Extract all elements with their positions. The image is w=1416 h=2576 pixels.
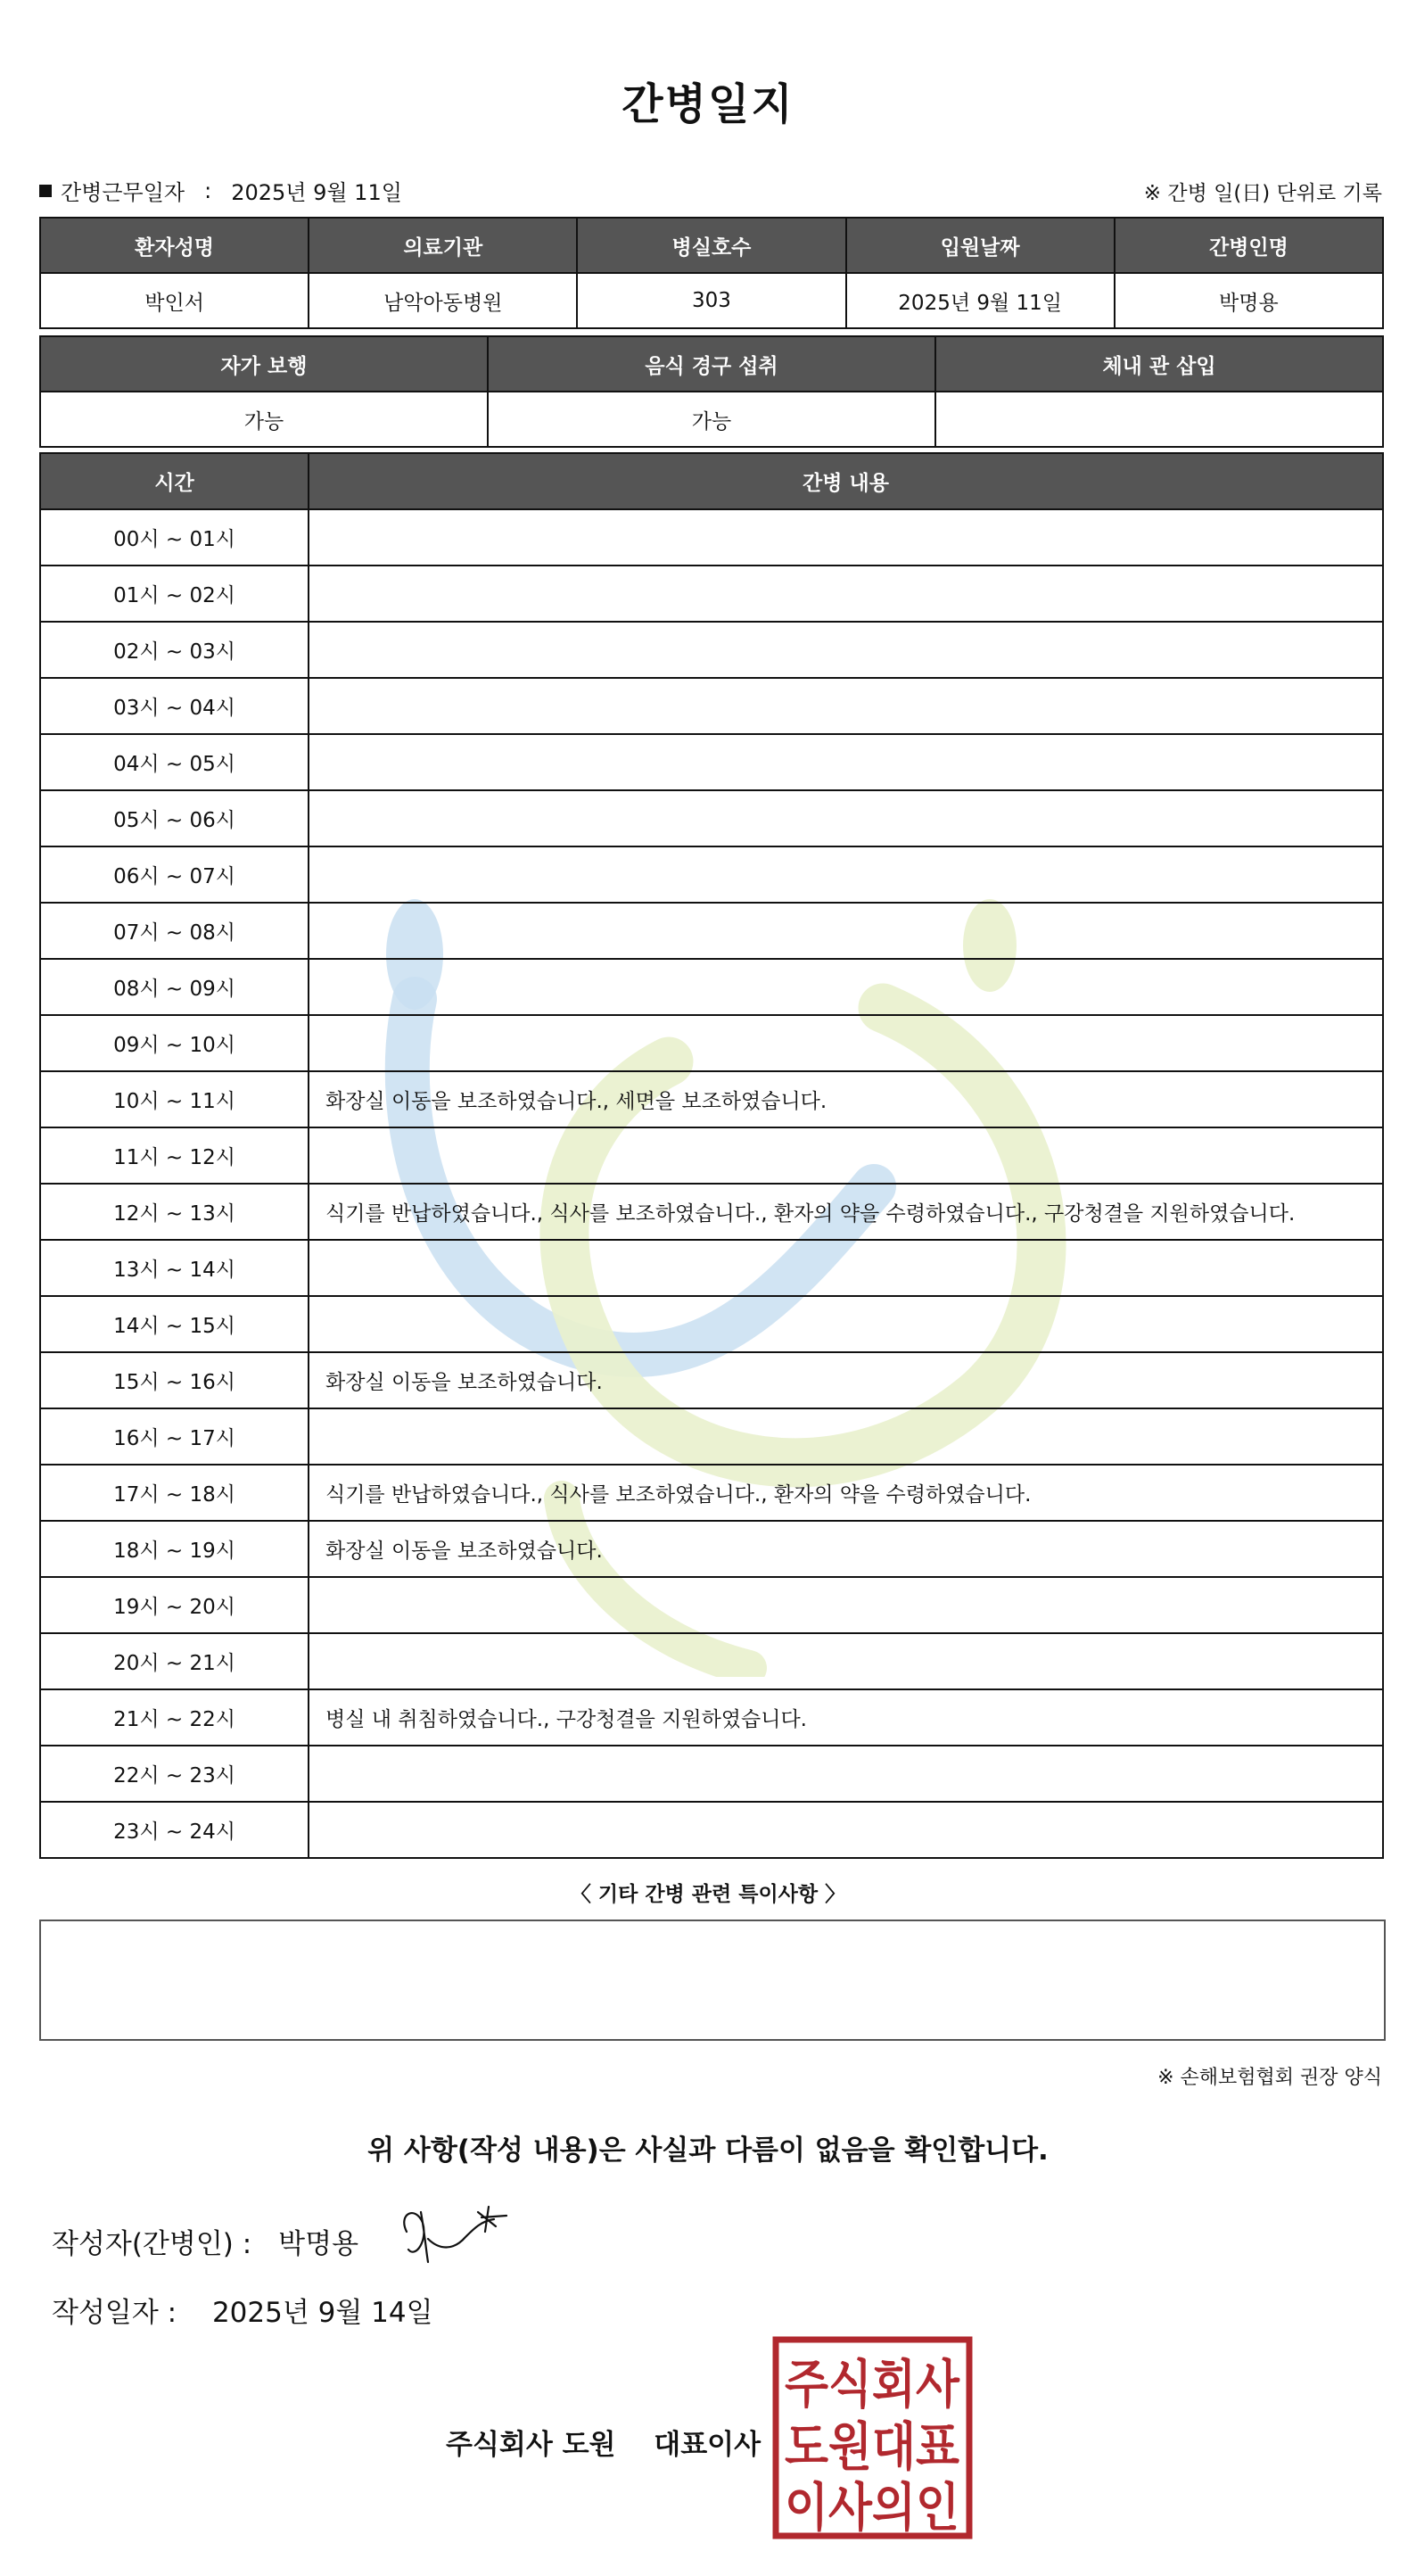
content-cell xyxy=(309,1240,1383,1296)
content-cell xyxy=(309,1127,1383,1184)
hourly-log-table xyxy=(39,452,1384,1859)
content-cell: 식기를 반납하였습니다., 식사를 보조하였습니다., 환자의 약을 수령하였습니다. xyxy=(309,1465,1383,1521)
time-cell: 13시 ~ 14시 xyxy=(40,1240,309,1296)
special-notes-title: 〈 기타 간병 관련 특이사항 〉 xyxy=(570,1883,846,1906)
time-cell: 01시 ~ 02시 xyxy=(40,566,309,622)
time-cell: 02시 ~ 03시 xyxy=(40,622,309,678)
content-cell: 화장실 이동을 보조하였습니다. xyxy=(309,1352,1383,1408)
table-row xyxy=(40,1521,1383,1577)
content-cell: 화장실 이동을 보조하였습니다. xyxy=(309,1521,1383,1577)
unit-note: ※ 간병 일(日) 단위로 기록 xyxy=(1143,182,1382,205)
content-cell xyxy=(309,1577,1383,1633)
content-cell: 병실 내 취침하였습니다., 구강청결을 지원하였습니다. xyxy=(309,1689,1383,1746)
writer-value: 박명용 xyxy=(278,2228,359,2260)
table-row xyxy=(40,734,1383,790)
table-row xyxy=(40,1184,1383,1240)
time-cell: 10시 ~ 11시 xyxy=(40,1071,309,1127)
table-row xyxy=(40,846,1383,903)
hospital-cell: 남악아동병원 xyxy=(309,273,577,328)
status-value-row xyxy=(40,392,1383,447)
time-cell: 21시 ~ 22시 xyxy=(40,1689,309,1746)
time-cell: 16시 ~ 17시 xyxy=(40,1408,309,1465)
time-cell: 05시 ~ 06시 xyxy=(40,790,309,846)
work-date-value: 2025년 9월 11일 xyxy=(231,180,402,205)
patient-status-table xyxy=(39,335,1384,448)
content-cell xyxy=(309,846,1383,903)
time-cell: 23시 ~ 24시 xyxy=(40,1802,309,1858)
table-row xyxy=(40,678,1383,734)
table-row xyxy=(40,509,1383,566)
content-cell xyxy=(309,903,1383,959)
time-cell: 17시 ~ 18시 xyxy=(40,1465,309,1521)
header-time: 시간 xyxy=(40,453,309,509)
patient-info-value-row xyxy=(40,273,1383,328)
time-cell: 20시 ~ 21시 xyxy=(40,1633,309,1689)
form-source-note: ※ 손해보험협회 권장 양식 xyxy=(1157,2067,1382,2089)
table-row xyxy=(40,1408,1383,1465)
writer-label: 작성자(간병인) : xyxy=(52,2228,252,2260)
content-cell xyxy=(309,1296,1383,1352)
time-cell: 08시 ~ 09시 xyxy=(40,959,309,1015)
status-header-row xyxy=(40,336,1383,392)
time-cell: 04시 ~ 05시 xyxy=(40,734,309,790)
company-name: 주식회사 도원 xyxy=(446,2429,616,2461)
table-row xyxy=(40,1240,1383,1296)
header-hospital: 의료기관 xyxy=(309,218,577,273)
table-row xyxy=(40,1071,1383,1127)
content-cell xyxy=(309,1015,1383,1071)
time-cell: 18시 ~ 19시 xyxy=(40,1521,309,1577)
content-cell xyxy=(309,1746,1383,1802)
patient-name-cell: 박인서 xyxy=(40,273,309,328)
table-row xyxy=(40,1802,1383,1858)
company-role: 대표이사 xyxy=(654,2429,762,2461)
writer-line xyxy=(52,2221,358,2261)
time-cell: 12시 ~ 13시 xyxy=(40,1184,309,1240)
table-row xyxy=(40,622,1383,678)
written-date-line xyxy=(52,2290,433,2330)
seal-line-2: 도원대표 xyxy=(785,2416,959,2477)
content-cell xyxy=(309,509,1383,566)
content-cell xyxy=(309,1633,1383,1689)
table-row xyxy=(40,1746,1383,1802)
room-number-cell: 303 xyxy=(577,273,845,328)
content-cell xyxy=(309,790,1383,846)
header-care-content: 간병 내용 xyxy=(309,453,1383,509)
content-cell xyxy=(309,678,1383,734)
table-row xyxy=(40,959,1383,1015)
seal-line-1: 주식회사 xyxy=(785,2354,960,2415)
content-cell xyxy=(309,959,1383,1015)
time-cell: 06시 ~ 07시 xyxy=(40,846,309,903)
header-self-walking: 자가 보행 xyxy=(40,336,488,392)
table-row xyxy=(40,790,1383,846)
header-room-number: 병실호수 xyxy=(577,218,845,273)
content-cell: 화장실 이동을 보조하였습니다., 세면을 보조하였습니다. xyxy=(309,1071,1383,1127)
company-line xyxy=(446,2422,761,2462)
patient-info-header-row xyxy=(40,218,1383,273)
table-row xyxy=(40,903,1383,959)
content-cell xyxy=(309,734,1383,790)
header-caregiver-name: 간병인명 xyxy=(1115,218,1383,273)
admission-date-cell: 2025년 9월 11일 xyxy=(846,273,1115,328)
time-cell: 15시 ~ 16시 xyxy=(40,1352,309,1408)
table-row xyxy=(40,1296,1383,1352)
tube-insertion-cell xyxy=(935,392,1383,447)
time-cell: 09시 ~ 10시 xyxy=(40,1015,309,1071)
header-tube-insertion: 체내 관 삽입 xyxy=(935,336,1383,392)
table-row xyxy=(40,1352,1383,1408)
confirmation-statement: 위 사항(작성 내용)은 사실과 다름이 없음을 확인합니다. xyxy=(367,2134,1049,2167)
company-seal xyxy=(772,2336,973,2539)
table-row xyxy=(40,566,1383,622)
written-date-value: 2025년 9월 14일 xyxy=(211,2297,433,2329)
signature xyxy=(389,2196,523,2267)
page-title: 간병일지 xyxy=(622,79,794,129)
square-bullet-icon xyxy=(39,185,52,197)
header-admission-date: 입원날짜 xyxy=(846,218,1115,273)
self-walking-cell: 가능 xyxy=(40,392,488,447)
table-row xyxy=(40,1577,1383,1633)
time-cell: 14시 ~ 15시 xyxy=(40,1296,309,1352)
work-date-label: 간병근무일자 xyxy=(61,180,185,205)
content-cell xyxy=(309,1802,1383,1858)
content-cell: 식기를 반납하였습니다., 식사를 보조하였습니다., 환자의 약을 수령하였습니다., 구강청결을 지원하였습니다. xyxy=(309,1184,1383,1240)
time-cell: 19시 ~ 20시 xyxy=(40,1577,309,1633)
caregiver-name-cell: 박명용 xyxy=(1115,273,1383,328)
content-cell xyxy=(309,566,1383,622)
time-cell: 07시 ~ 08시 xyxy=(40,903,309,959)
content-cell xyxy=(309,622,1383,678)
header-oral-intake: 음식 경구 섭취 xyxy=(488,336,935,392)
time-cell: 11시 ~ 12시 xyxy=(40,1127,309,1184)
log-header-row xyxy=(40,453,1383,509)
work-date-line xyxy=(39,175,402,206)
time-cell: 22시 ~ 23시 xyxy=(40,1746,309,1802)
table-row xyxy=(40,1689,1383,1746)
seal-line-3: 이사의인 xyxy=(785,2477,959,2538)
content-cell xyxy=(309,1408,1383,1465)
table-row xyxy=(40,1465,1383,1521)
table-row xyxy=(40,1633,1383,1689)
patient-info-table xyxy=(39,217,1384,329)
header-patient-name: 환자성명 xyxy=(40,218,309,273)
work-date-separator: : xyxy=(204,178,212,203)
table-row xyxy=(40,1127,1383,1184)
oral-intake-cell: 가능 xyxy=(488,392,935,447)
time-cell: 00시 ~ 01시 xyxy=(40,509,309,566)
time-cell: 03시 ~ 04시 xyxy=(40,678,309,734)
special-notes-box xyxy=(39,1920,1386,2041)
written-date-label: 작성일자 : xyxy=(52,2297,177,2329)
table-row xyxy=(40,1015,1383,1071)
